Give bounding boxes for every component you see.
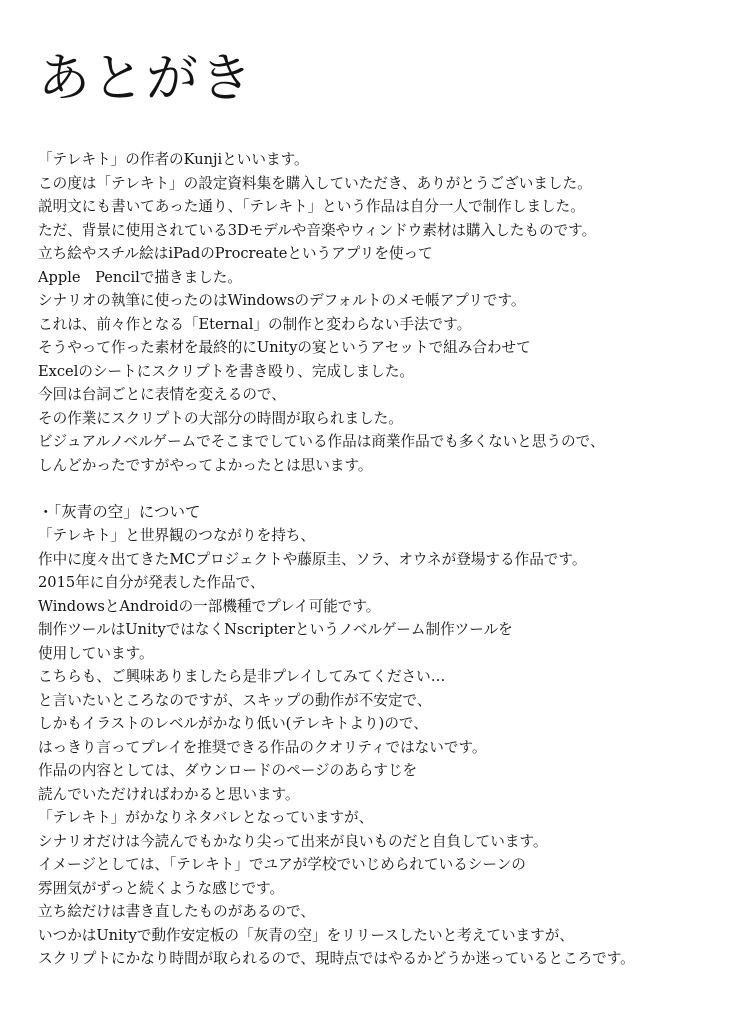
section-line: 作品の内容としては、ダウンロードのページのあらすじを (38, 762, 418, 779)
section-heading: ・「灰青の空」について (38, 502, 201, 521)
section-line: と言いたいところなのですが、スキップの動作が不安定で、 (38, 691, 432, 709)
paragraph-line: しんどかったですがやってよかったとは思います。 (38, 456, 373, 474)
section-line: 立ち絵だけは書き直したものがあるので、 (38, 903, 315, 920)
section-line: シナリオだけは今読んでもかなり尖って出来が良いものだと自負しています。 (38, 832, 548, 850)
section-line: 制作ツールはUnityではなくNscripterというノベルゲーム制作ツールを (38, 621, 513, 638)
section-line: 作中に度々出てきたMCプロジェクトや藤原圭、ソラ、オウネが登場する作品です。 (38, 550, 587, 568)
section-line: 2015年に自分が発表した作品で、 (38, 574, 265, 591)
section-line: こちらも、ご興味ありましたら是非プレイしてみてください… (38, 668, 446, 685)
section-line: 「テレキト」と世界観のつながりを持ち、 (38, 527, 315, 544)
paragraph-line: シナリオの執筆に使ったのはWindowsのデフォルトのメモ帳アプリです。 (38, 292, 526, 309)
section-line: いつかはUnityで動作安定板の「灰青の空」をリリースしたいと考えていますが、 (38, 926, 574, 944)
paragraph-line: 説明文にも書いてあった通り、「テレキト」という作品は自分一人で制作しました。 (38, 198, 585, 215)
section-line: 「テレキト」がかなりネタバレとなっていますが、 (38, 809, 374, 826)
paragraph-line: その作業にスクリプトの大部分の時間が取られました。 (38, 409, 403, 427)
paragraph-line: Apple Pencilで描きました。 (38, 268, 242, 286)
section-line: イメージとしては、「テレキト」でユアが学校でいじめられているシーンの (38, 856, 526, 873)
paragraph-line: そうやって作った素材を最終的にUnityの宴というアセットで組み合わせて (38, 339, 531, 356)
section-line: はっきり言ってプレイを推奨できる作品のクオリティではないです。 (38, 738, 487, 756)
section-line: スクリプトにかなり時間が取られるので、現時点ではやるかどうか迷っているところです。 (38, 950, 635, 967)
page-title: あとがき (38, 49, 255, 109)
paragraph-line: この度は「テレキト」の設定資料集を購入していただき、ありがとうございました。 (38, 174, 592, 192)
section-line: 読んでいただければわかると思います。 (38, 785, 300, 803)
section-line: 雰囲気がずっと続くような感じです。 (38, 879, 285, 897)
paragraph-line: Excelのシートにスクリプトを書き殴り、完成しました。 (38, 362, 415, 380)
section-line: 使用しています。 (38, 644, 154, 662)
paragraph-line: ビジュアルノベルゲームでそこまでしている作品は商業作品でも多くないと思うので、 (38, 433, 605, 450)
paragraph-line: 今回は台詞ごとに表情を変えるので、 (38, 386, 286, 403)
paragraph-line: これは、前々作となる「Eternal」の制作と変わらない手法です。 (38, 315, 472, 333)
section-line: しかもイラストのレベルがかなり低い(テレキトより)ので、 (38, 715, 428, 732)
body-text (38, 148, 718, 971)
paragraph-line: ただ、背景に使用されている3Dモデルや音楽やウィンドウ素材は購入したものです。 (38, 221, 597, 239)
section-line: WindowsとAndroidの一部機種でプレイ可能です。 (38, 597, 381, 615)
paragraph-line: 「テレキト」の作者のKunjiといいます。 (38, 151, 309, 168)
paragraph-line: 立ち絵やスチル絵はiPadのProcreateというアプリを使って (38, 245, 433, 262)
paragraph-spacer (38, 477, 718, 501)
